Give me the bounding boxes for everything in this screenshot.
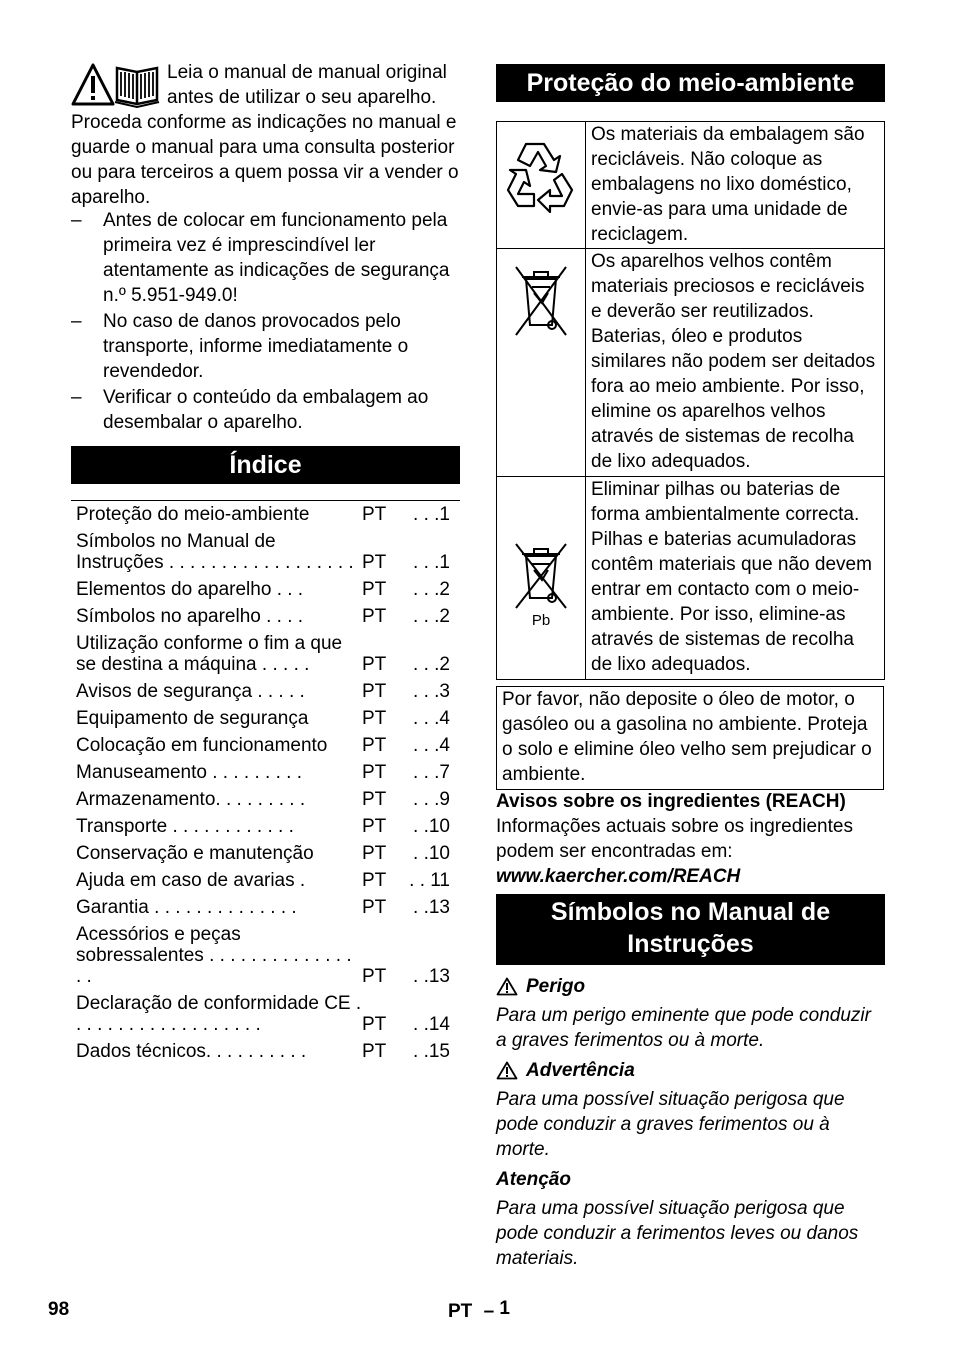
toc-page: . . 11 <box>409 870 450 891</box>
oil-note-box: Por favor, não deposite o óleo de motor, o gasóleo ou a gasolina no ambiente. Proteja o solo e elimine óleo velho sem prejudicar o ambiente. <box>496 686 884 790</box>
toc-lang: PT <box>362 762 387 783</box>
toc-title: Proteção do meio-ambiente <box>76 504 310 525</box>
toc-title: Colocação em funcionamento <box>76 735 328 756</box>
toc-lang: PT <box>362 1014 387 1035</box>
toc-lang: PT <box>362 504 387 525</box>
toc-lang: PT <box>362 681 387 702</box>
toc-row[interactable] <box>71 705 460 732</box>
toc-row[interactable] <box>71 630 460 678</box>
environment-heading: Proteção do meio-ambiente <box>496 64 885 102</box>
toc-row[interactable] <box>71 501 460 528</box>
toc-title: Símbolos no Manual de Instruções . . . . . . . . . . . . . . . . . . <box>76 531 354 573</box>
toc-row[interactable] <box>71 867 460 894</box>
toc-title: Ajuda em caso de avarias . <box>76 870 306 891</box>
pb-label: Pb <box>531 611 551 629</box>
toc-page: . .13 <box>413 966 450 987</box>
toc-page: . .14 <box>413 1014 450 1035</box>
toc-page: . . .2 <box>413 579 450 600</box>
intro-block <box>71 60 460 210</box>
toc-row[interactable] <box>71 786 460 813</box>
toc-row[interactable] <box>71 990 460 1038</box>
warning-icon <box>496 977 518 996</box>
danger-label: Perigo <box>496 974 885 999</box>
environment-table <box>496 121 885 680</box>
toc-row[interactable] <box>71 840 460 867</box>
toc-lang: PT <box>362 552 387 573</box>
table-row <box>497 249 884 477</box>
toc-row[interactable] <box>71 813 460 840</box>
toc-row[interactable] <box>71 528 460 576</box>
caution-label: Atenção <box>496 1169 571 1190</box>
warning-label: Advertência <box>496 1058 885 1083</box>
toc-title: Elementos do aparelho . . . <box>76 579 304 600</box>
toc-page: . . .1 <box>413 504 450 525</box>
toc-title: Garantia . . . . . . . . . . . . . . <box>76 897 297 918</box>
index-heading: Índice <box>71 446 460 484</box>
toc-page: . . .2 <box>413 606 450 627</box>
warning-text: Para uma possível situação perigosa que pode conduzir a graves ferimentos ou à morte. <box>496 1089 845 1160</box>
toc-lang: PT <box>362 606 387 627</box>
toc-page: . . .4 <box>413 735 450 756</box>
toc-page: . . .4 <box>413 708 450 729</box>
toc-title: Avisos de segurança . . . . . <box>76 681 305 702</box>
reach-text: Informações actuais sobre os ingredientes podem ser encontradas em: <box>496 816 853 862</box>
toc-title: Armazenamento. . . . . . . . . <box>76 789 306 810</box>
batteries-text: Eliminar pilhas ou baterias de forma ambientalmente correcta. Pilhas e baterias acumuladoras contêm materiais que não devem entrar em contacto com o meio-ambiente. Por isso, elimine-as através de sistemas de recolha de lixo adequados. <box>591 479 872 675</box>
toc-row[interactable] <box>71 678 460 705</box>
toc-lang: PT <box>362 708 387 729</box>
reach-heading: Avisos sobre os ingredientes (REACH) <box>496 791 846 812</box>
toc-lang: PT <box>362 735 387 756</box>
table-row <box>497 477 884 679</box>
crossed-bin-icon <box>497 249 586 476</box>
footer-lang: PT – 1 <box>448 1298 510 1322</box>
toc-page: . .10 <box>413 843 450 864</box>
symbols-list <box>496 974 885 1276</box>
crossed-bin-pb-icon <box>497 477 586 679</box>
page-number: 98 <box>48 1299 70 1320</box>
toc-title: Dados técnicos. . . . . . . . . . <box>76 1041 307 1062</box>
list-item: – Antes de colocar em funcionamento pela primeira vez é imprescindível ler atentamente as indicações de segurança n.º 5.951-949.0! <box>71 210 450 306</box>
toc-row[interactable] <box>71 1038 460 1065</box>
toc-page: . . .9 <box>413 789 450 810</box>
warning-book-icon <box>71 62 161 108</box>
toc-page: . .15 <box>413 1041 450 1062</box>
list-item: – No caso de danos provocados pelo transporte, informe imediatamente o revendedor. <box>71 311 409 382</box>
toc-lang: PT <box>362 870 387 891</box>
toc-title: Conservação e manutenção <box>76 843 314 864</box>
toc-lang: PT <box>362 966 387 987</box>
recycle-icon <box>497 122 586 248</box>
toc-title: Acessórios e peças sobressalentes . . . . . . . . . . . . . . . . <box>76 924 352 987</box>
toc-title: Declaração de conformidade CE . . . . . . . . . . . . . . . . . . . <box>76 993 362 1035</box>
reach-link[interactable]: www.kaercher.com/REACH <box>496 866 741 887</box>
caution-text: Para uma possível situação perigosa que pode conduzir a ferimentos leves ou danos materiais. <box>496 1198 859 1269</box>
toc-row[interactable] <box>71 894 460 921</box>
toc-title: Símbolos no aparelho . . . . <box>76 606 304 627</box>
toc-title: Utilização conforme o fim a que se destina a máquina . . . . . <box>76 633 343 675</box>
toc-row[interactable] <box>71 921 460 990</box>
warning-icon <box>496 1061 518 1080</box>
toc-lang: PT <box>362 897 387 918</box>
toc-lang: PT <box>362 654 387 675</box>
toc-page: . . .3 <box>413 681 450 702</box>
toc-page: . . .2 <box>413 654 450 675</box>
toc-row[interactable] <box>71 732 460 759</box>
toc-row[interactable] <box>71 576 460 603</box>
toc-lang: PT <box>362 789 387 810</box>
symbols-heading: Símbolos no Manual de Instruções <box>496 894 885 965</box>
old-devices-text: Os aparelhos velhos contêm materiais preciosos e recicláveis e deverão ser reutilizados. Baterias, óleo e produtos similares não podem ser deitados fora ao meio ambiente. Por isso, elimine os aparelhos velhos através de sistemas de recolha de lixo adequados. <box>591 251 876 472</box>
toc-page: . . .7 <box>413 762 450 783</box>
toc-row[interactable] <box>71 603 460 630</box>
toc-row[interactable] <box>71 759 460 786</box>
toc-title: Equipamento de segurança <box>76 708 309 729</box>
danger-text: Para um perigo eminente que pode conduzir a graves ferimentos ou à morte. <box>496 1005 871 1051</box>
intro-text: Leia o manual de manual original antes de utilizar o seu aparelho. Proceda conforme as indicações no manual e guarde o manual para uma consulta posterior ou para terceiros a quem possa vir a vender o aparelho. <box>71 62 459 208</box>
list-item: – Verificar o conteúdo da embalagem ao desembalar o aparelho. <box>71 387 429 433</box>
toc-title: Transporte . . . . . . . . . . . . <box>76 816 294 837</box>
reach-block <box>496 789 885 889</box>
toc-page: . .13 <box>413 897 450 918</box>
intro-bullets <box>71 208 460 436</box>
recycle-text: Os materiais da embalagem são recicláveis. Não coloque as embalagens no lixo doméstico, envie-as para uma unidade de reciclagem. <box>591 124 865 245</box>
toc-page: . .10 <box>413 816 450 837</box>
table-row <box>497 122 884 249</box>
toc-page: . . .1 <box>413 552 450 573</box>
toc-lang: PT <box>362 579 387 600</box>
toc-title: Manuseamento . . . . . . . . . <box>76 762 302 783</box>
table-of-contents <box>71 500 460 1065</box>
toc-lang: PT <box>362 1041 387 1062</box>
toc-lang: PT <box>362 816 387 837</box>
toc-lang: PT <box>362 843 387 864</box>
